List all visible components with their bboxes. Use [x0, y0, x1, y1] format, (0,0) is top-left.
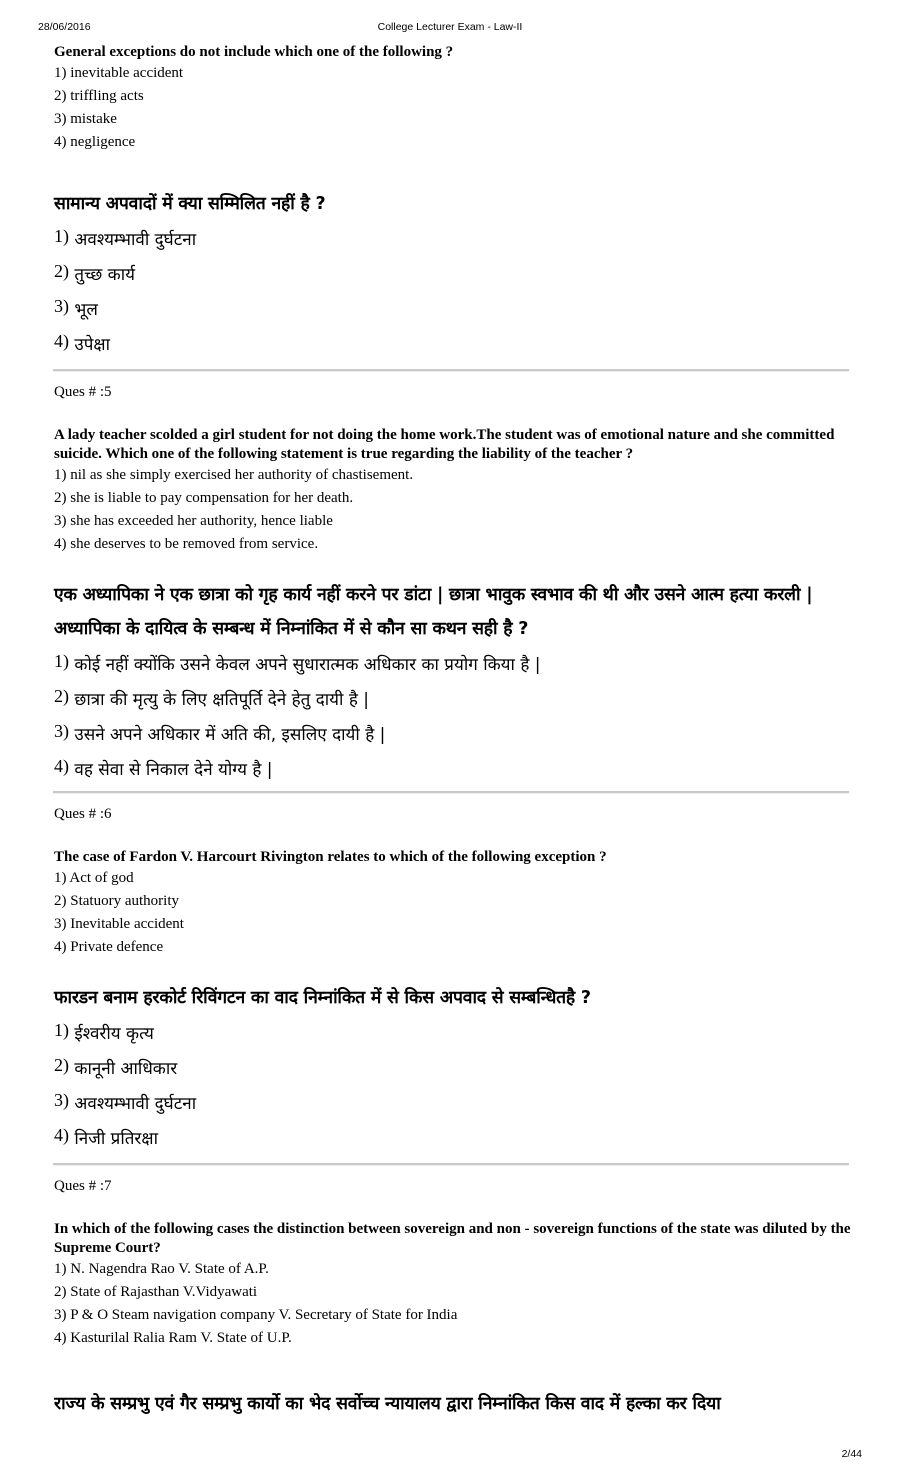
option-3-hindi: 3) अवश्यम्भावी दुर्घटना — [54, 1090, 197, 1114]
option-3-hindi: 3) उसने अपने अधिकार में अति की, इसलिए दायी है | — [54, 721, 386, 745]
question-text-hindi: सामान्य अपवादों में क्या सम्मिलित नहीं है ? — [54, 194, 326, 214]
question-5-hindi — [54, 578, 854, 786]
question-number-7: Ques # :7 — [54, 1178, 112, 1194]
option-1: 1) nil as she simply exercised her authority of chastisement. — [54, 467, 414, 483]
option-1-hindi: 1) अवश्यम्भावी दुर्घटना — [54, 226, 197, 250]
option-1-hindi: 1) कोई नहीं क्योंकि उसने केवल अपने सुधारात्मक अधिकार का प्रयोग किया है | — [54, 651, 541, 675]
option-2-hindi: 2) छात्रा की मृत्यु के लिए क्षतिपूर्ति देने हेतु दायी है | — [54, 686, 370, 710]
option-2: 2) she is liable to pay compensation for her death. — [54, 490, 354, 506]
question-text: A lady teacher scolded a girl student for not doing the home work.The student was of emotional nature and she committed suicide. Which one of the following statement is true regarding the liability of the teacher ? — [54, 427, 835, 462]
option-4: 4) Kasturilal Ralia Ram V. State of U.P. — [54, 1330, 292, 1346]
divider — [53, 1163, 849, 1166]
question-4-hindi — [54, 187, 854, 361]
option-4-hindi: 4) उपेक्षा — [54, 331, 110, 355]
option-1-hindi: 1) ईश्वरीय कृत्य — [54, 1020, 154, 1044]
option-3: 3) mistake — [54, 111, 117, 127]
question-text: The case of Fardon V. Harcourt Rivington relates to which of the following exception ? — [54, 849, 607, 865]
question-5-english — [54, 426, 854, 556]
option-4: 4) negligence — [54, 134, 136, 150]
question-text-hindi: फारडन बनाम हरकोर्ट रिविंगटन का वाद निम्नांकित में से किस अपवाद से सम्बन्धितहै ? — [54, 988, 591, 1008]
option-2: 2) triffling acts — [54, 88, 144, 104]
question-text: General exceptions do not include which one of the following ? — [54, 44, 454, 60]
option-4-hindi: 4) निजी प्रतिरक्षा — [54, 1125, 158, 1149]
question-text-hindi: राज्य के सम्प्रभु एवं गैर सम्प्रभु कार्यो का भेद सर्वोच्च न्यायालय द्वारा निम्नांकित किस वाद में हल्का कर दिया — [54, 1394, 721, 1414]
page-number: 2/44 — [841, 1448, 862, 1460]
document-title: College Lecturer Exam - Law-II — [377, 21, 523, 33]
question-6-hindi — [54, 981, 854, 1155]
question-7-english — [54, 1220, 854, 1350]
option-4-hindi: 4) वह सेवा से निकाल देने योग्य है | — [54, 756, 273, 780]
question-4-english — [54, 43, 854, 154]
print-date: 28/06/2016 — [38, 21, 91, 33]
divider — [53, 791, 849, 794]
question-text-hindi: एक अध्यापिका ने एक छात्रा को गृह कार्य नहीं करने पर डांटा | छात्रा भावुक स्वभाव की थी और उसने आत्म हत्या करली |अध्यापिका के दायित्व के सम्बन्ध में निम्नांकित में से कौन सा कथन सही है ? — [54, 585, 813, 639]
option-1: 1) inevitable accident — [54, 65, 184, 81]
question-text: In which of the following cases the distinction between sovereign and non - sovereign functions of the state was diluted by the Supreme Court? — [54, 1221, 851, 1256]
option-3-hindi: 3) भूल — [54, 296, 98, 320]
option-1: 1) N. Nagendra Rao V. State of A.P. — [54, 1261, 269, 1277]
option-4: 4) Private defence — [54, 939, 164, 955]
question-6-english — [54, 848, 854, 959]
option-4: 4) she deserves to be removed from service. — [54, 536, 319, 552]
question-number-6: Ques # :6 — [54, 806, 112, 822]
option-2-hindi: 2) कानूनी आधिकार — [54, 1055, 178, 1079]
option-3: 3) Inevitable accident — [54, 916, 184, 932]
option-1: 1) Act of god — [54, 870, 134, 886]
question-number-5: Ques # :5 — [54, 384, 112, 400]
option-3: 3) P & O Steam navigation company V. Secretary of State for India — [54, 1307, 458, 1323]
option-2-hindi: 2) तुच्छ कार्य — [54, 261, 135, 285]
page-header — [0, 21, 900, 35]
divider — [53, 369, 849, 372]
option-2: 2) Statuory authority — [54, 893, 179, 909]
option-2: 2) State of Rajasthan V.Vidyawati — [54, 1284, 258, 1300]
question-7-hindi — [54, 1387, 854, 1421]
option-3: 3) she has exceeded her authority, hence liable — [54, 513, 333, 529]
